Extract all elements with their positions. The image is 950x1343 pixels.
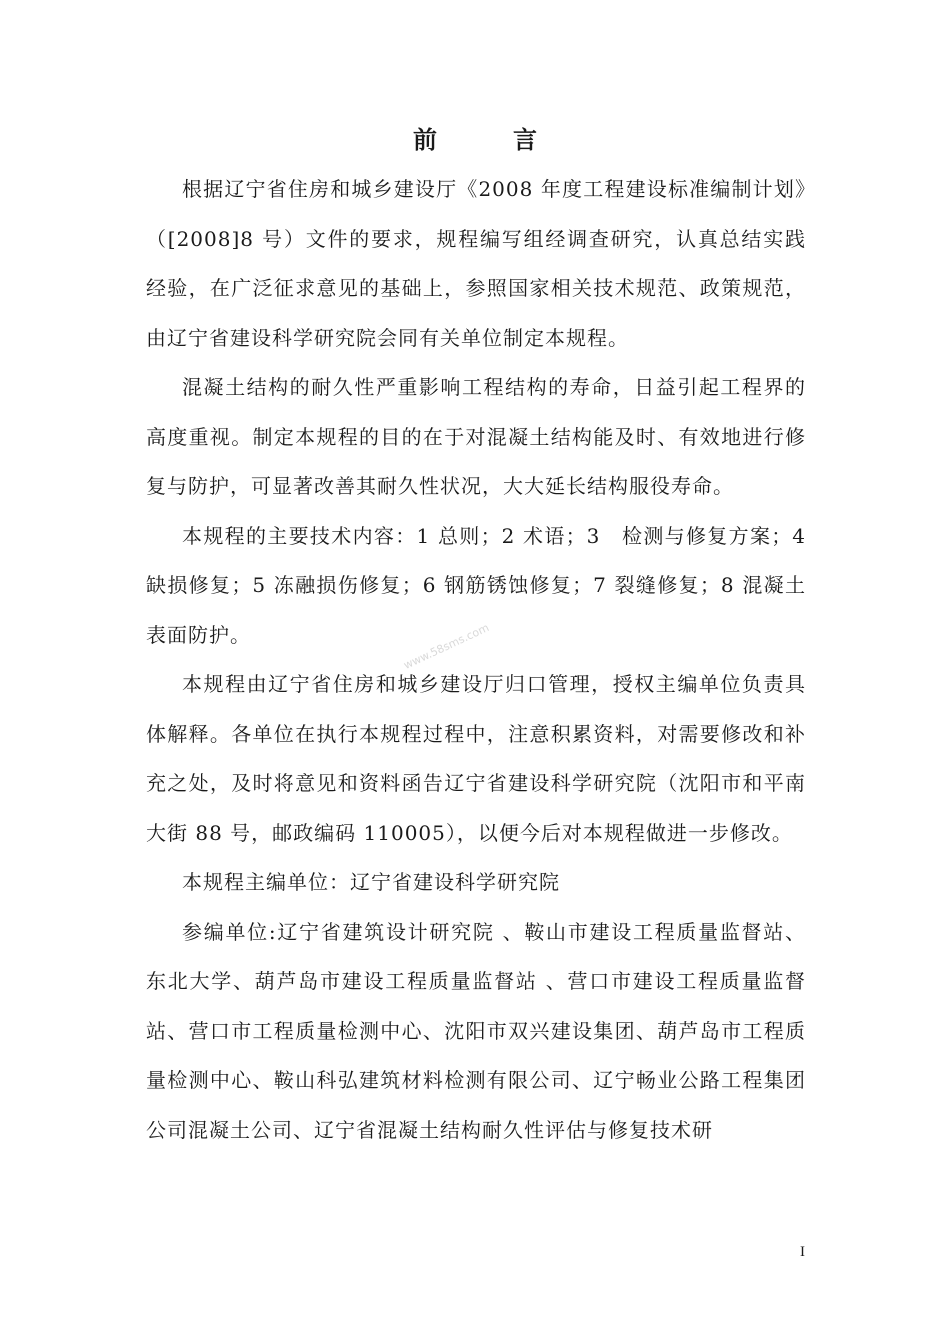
paragraph-management: 本规程由辽宁省住房和城乡建设厅归口管理，授权主编单位负责具体解释。各单位在执行本规程过程中，注意积累资料，对需要修改和补充之处，及时将意见和资料函告辽宁省建设科学研究院（沈阳市和平南大街 88 号，邮政编码 110005），以便今后对本规程做进一步修改。	[146, 672, 806, 845]
watermark: www.58sms.com	[401, 621, 492, 672]
paragraph-basis: 根据辽宁省住房和城乡建设厅《2008 年度工程建设标准编制计划》（[2008]8 号）文件的要求，规程编写组经调查研究，认真总结实践经验，在广泛征求意见的基础上，参照国家相关技术规范、政策规范，由辽宁省建设科学研究院会同有关单位制定本规程。	[146, 177, 806, 350]
paragraph-contents: 本规程的主要技术内容：1 总则；2 术语；3 检测与修复方案；4 缺损修复；5 冻融损伤修复；6 钢筋锈蚀修复；7 裂缝修复；8 混凝土表面防护。	[146, 523, 806, 647]
page-number: I	[800, 1244, 805, 1260]
paragraph-chief-editor: 本规程主编单位：辽宁省建设科学研究院	[182, 870, 560, 894]
paragraph-participants: 参编单位:辽宁省建筑设计研究院 、鞍山市建设工程质量监督站、东北大学、葫芦岛市建设工程质量监督站 、营口市建设工程质量监督站、营口市工程质量检测中心、沈阳市双兴建设集团、葫芦岛市工程质量检测中心、鞍山科弘建筑材料检测有限公司、辽宁畅业公路工程集团公司混凝土公司、辽宁省混凝土结构耐久性评估与修复技术研	[146, 919, 806, 1142]
paragraph-purpose: 混凝土结构的耐久性严重影响工程结构的寿命，日益引起工程界的高度重视。制定本规程的目的在于对混凝土结构能及时、有效地进行修复与防护，可显著改善其耐久性状况，大大延长结构服役寿命。	[146, 375, 806, 498]
document-body	[146, 165, 806, 1155]
page-title: 前 言	[413, 126, 563, 154]
